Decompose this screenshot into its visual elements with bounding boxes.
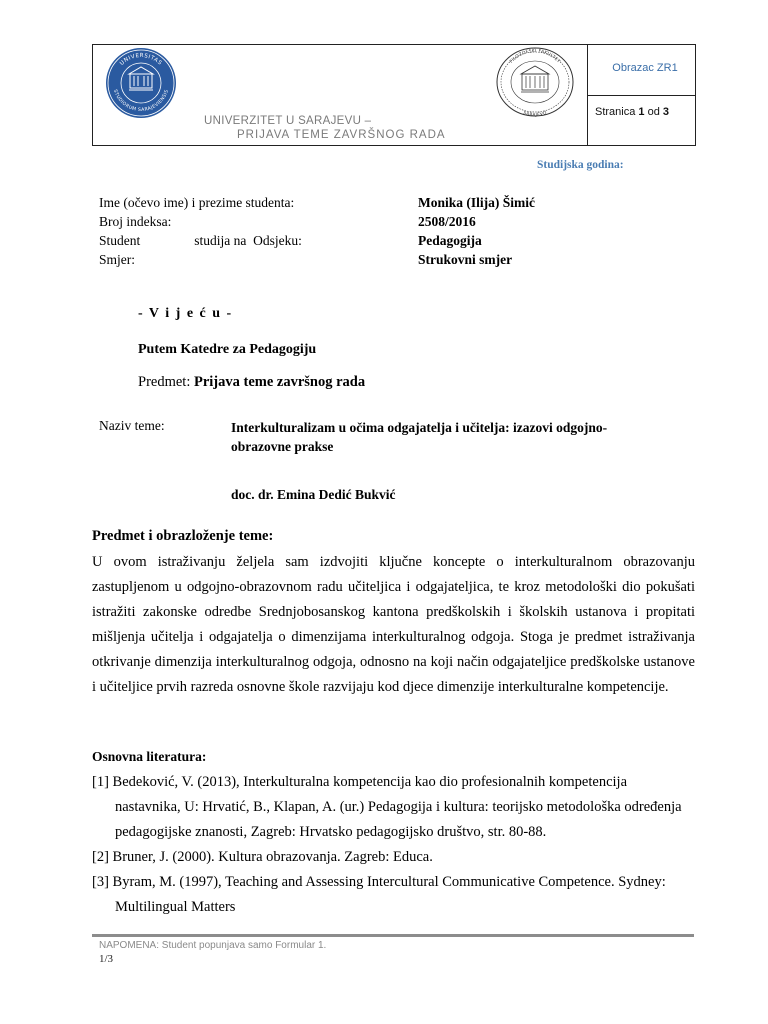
university-seal-logo bbox=[105, 47, 177, 119]
header-divider-horizontal bbox=[587, 95, 695, 96]
literature-item: [1] Bedeković, V. (2013), Interkulturalna kompetencija kao dio profesionalnih kompetencija nastavnika, U: Hrvatić, B., Klapan, A. (ur.) Pedagogija i kultura: teorijsko metodološka određenja pedagogijske znanosti, Zagreb: Hrvatsko pedagogijsko društvo, str. 80-88. bbox=[92, 774, 682, 840]
track-label: Smjer: bbox=[99, 252, 135, 267]
page-prefix: Stranica bbox=[595, 106, 636, 118]
topic-label: Naziv teme: bbox=[99, 418, 165, 433]
student-name-value: Monika (Ilija) Šimić bbox=[418, 195, 535, 210]
subject-value: Prijava teme završnog rada bbox=[193, 374, 366, 390]
via-department: Putem Katedre za Pedagogiju bbox=[138, 342, 317, 357]
index-number-value: 2508/2016 bbox=[418, 214, 476, 229]
document-title: PRIJAVA TEME ZAVRŠNOG RADA bbox=[237, 129, 446, 141]
literature-item: [3] Byram, M. (1997), Teaching and Assessing Intercultural Communicative Competence. Sydney: Multilingual Matters bbox=[92, 874, 666, 915]
university-name: UNIVERZITET U SARAJEVU – bbox=[204, 115, 372, 127]
department-value: Pedagogija bbox=[418, 233, 482, 248]
subject-line bbox=[138, 374, 365, 391]
council-addressee: - V i j e ć u - bbox=[138, 306, 233, 321]
faculty-stamp-logo bbox=[495, 46, 575, 118]
mentor-name: doc. dr. Emina Dedić Bukvić bbox=[231, 487, 396, 502]
subject-label: Predmet: bbox=[138, 374, 191, 390]
literature-list bbox=[92, 770, 692, 920]
footer-divider bbox=[92, 934, 694, 937]
page-of: od bbox=[647, 106, 660, 118]
student-name-label: Ime (očevo ime) i prezime studenta: bbox=[99, 195, 295, 210]
literature-heading: Osnovna literatura: bbox=[92, 749, 207, 764]
rationale-heading: Predmet i obrazloženje teme: bbox=[92, 528, 274, 544]
page-total: 3 bbox=[662, 106, 670, 118]
svg-text:UNIVERSITAS: UNIVERSITAS bbox=[119, 52, 163, 67]
index-number-label: Broj indeksa: bbox=[99, 214, 172, 229]
department-label: Student studija na Odsjeku: bbox=[99, 233, 302, 248]
topic-title: Interkulturalizam u očima odgajatelja i učitelja: izazovi odgojno-obrazovne prakse bbox=[231, 420, 608, 454]
rationale-text: U ovom istraživanju željela sam izdvojiti ključne koncepte o interkulturalnom obrazovanju zastupljenom u odgojno-obrazovnom radu učiteljica i odgajateljica, te kroz metodološki dio pokušati istražiti zakonske odredbe Srednjobosanskog kantona predškolskih i školskih ustanova i propitati mišljenja učitelja i odgajatelja o dimenzijama interkulturalnog odgoja. Stoga je predmet istraživanja otkrivanje dimenzija interkulturalnog odgoja, odnosno na koji način odgajateljice predškolske ustanove i učiteljice prvih razreda osnovne škole razvijaju kod djece dimenzije interkulturalne kompetencije. bbox=[92, 554, 695, 695]
literature-item: [2] Bruner, J. (2000). Kultura obrazovanja. Zagreb: Educa. bbox=[92, 849, 433, 865]
page-current: 1 bbox=[638, 106, 645, 118]
svg-text:FILOZOFSKI FAKULTET: FILOZOFSKI FAKULTET bbox=[509, 48, 561, 65]
track-value: Strukovni smjer bbox=[418, 252, 513, 267]
page-info bbox=[595, 106, 669, 118]
study-year-label: Studijska godina: bbox=[537, 159, 624, 171]
form-code: Obrazac ZR1 bbox=[612, 62, 678, 74]
footer-page-number: 1/3 bbox=[99, 953, 114, 965]
svg-text:STUDIORUM SARAJEVIENSIS: STUDIORUM SARAJEVIENSIS bbox=[111, 89, 171, 114]
svg-text:SARAJEVO: SARAJEVO bbox=[522, 110, 548, 118]
footer-note: NAPOMENA: Student popunjava samo Formular 1. bbox=[99, 940, 327, 951]
